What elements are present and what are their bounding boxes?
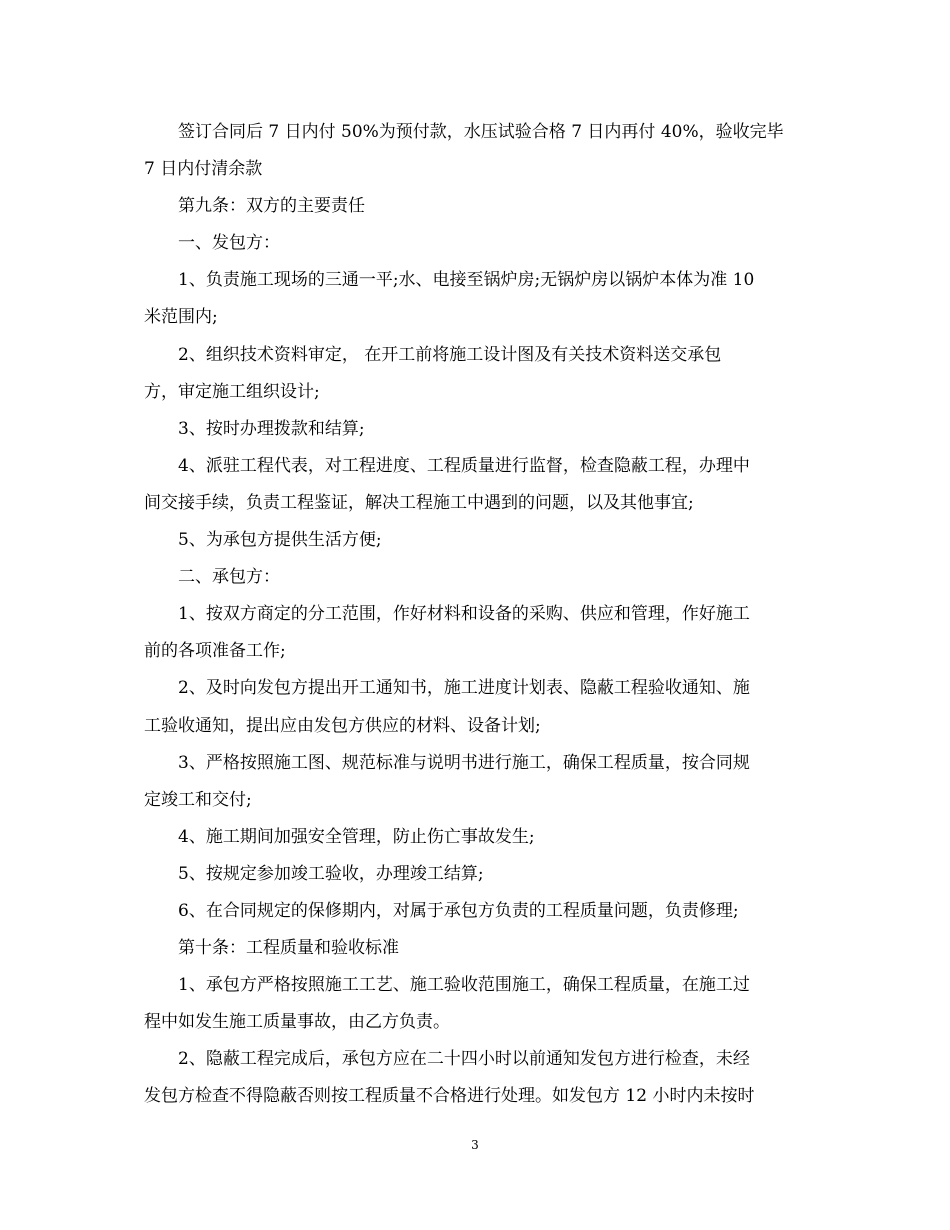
text-line: 1、负责施工现场的三通一平;水、电接至锅炉房;无锅炉房以锅炉本体为准 10 xyxy=(178,270,755,291)
text-line: 1、承包方严格按照施工工艺、施工验收范围施工，确保工程质量，在施工过 xyxy=(178,975,750,996)
document-body xyxy=(144,114,806,1116)
section-heading: 第九条：双方的主要责任 xyxy=(178,196,365,217)
text-line: 6、在合同规定的保修期内，对属于承包方负责的工程质量问题，负责修理; xyxy=(178,900,739,921)
text-line: 前的各项准备工作; xyxy=(144,641,286,662)
text-line: 7 日内付清余款 xyxy=(144,159,263,180)
text-line: 方，审定施工组织设计; xyxy=(144,381,320,402)
text-line: 4、派驻工程代表，对工程进度、工程质量进行监督，检查隐蔽工程，办理中 xyxy=(178,455,750,476)
text-line: 3、严格按照施工图、规范标准与说明书进行施工，确保工程质量，按合同规 xyxy=(178,752,750,773)
section-heading: 第十条：工程质量和验收标准 xyxy=(178,938,399,959)
text-line: 发包方检查不得隐蔽否则按工程质量不合格进行处理。如发包方 12 小时内未按时 xyxy=(144,1086,755,1107)
text-line: 5、为承包方提供生活方便; xyxy=(178,530,382,551)
text-line: 签订合同后 7 日内付 50%为预付款，水压试验合格 7 日内再付 40%，验收完毕 xyxy=(178,122,784,142)
text-line: 4、施工期间加强安全管理，防止伤亡事故发生; xyxy=(178,826,535,847)
text-line: 程中如发生施工质量事故，由乙方负责。 xyxy=(144,1012,450,1033)
page-number: 3 xyxy=(471,1138,479,1152)
subsection-heading: 一、发包方： xyxy=(178,233,280,254)
text-line: 1、按双方商定的分工范围，作好材料和设备的采购、供应和管理，作好施工 xyxy=(178,604,750,625)
text-line: 2、及时向发包方提出开工通知书，施工进度计划表、隐蔽工程验收通知、施 xyxy=(178,678,750,699)
text-line: 定竣工和交付; xyxy=(144,789,252,810)
text-line: 间交接手续，负责工程鉴证，解决工程施工中遇到的问题，以及其他事宜; xyxy=(144,492,694,513)
text-line: 3、按时办理拨款和结算; xyxy=(178,418,365,439)
text-line: 2、隐蔽工程完成后，承包方应在二十四小时以前通知发包方进行检查，未经 xyxy=(178,1049,750,1070)
text-line: 工验收通知，提出应由发包方供应的材料、设备计划; xyxy=(144,715,541,736)
text-line: 2、组织技术资料审定， 在开工前将施工设计图及有关技术资料送交承包 xyxy=(178,344,722,365)
text-line: 米范围内; xyxy=(144,307,218,328)
text-line: 5、按规定参加竣工验收，办理竣工结算; xyxy=(178,863,484,884)
subsection-heading: 二、承包方： xyxy=(178,567,280,588)
